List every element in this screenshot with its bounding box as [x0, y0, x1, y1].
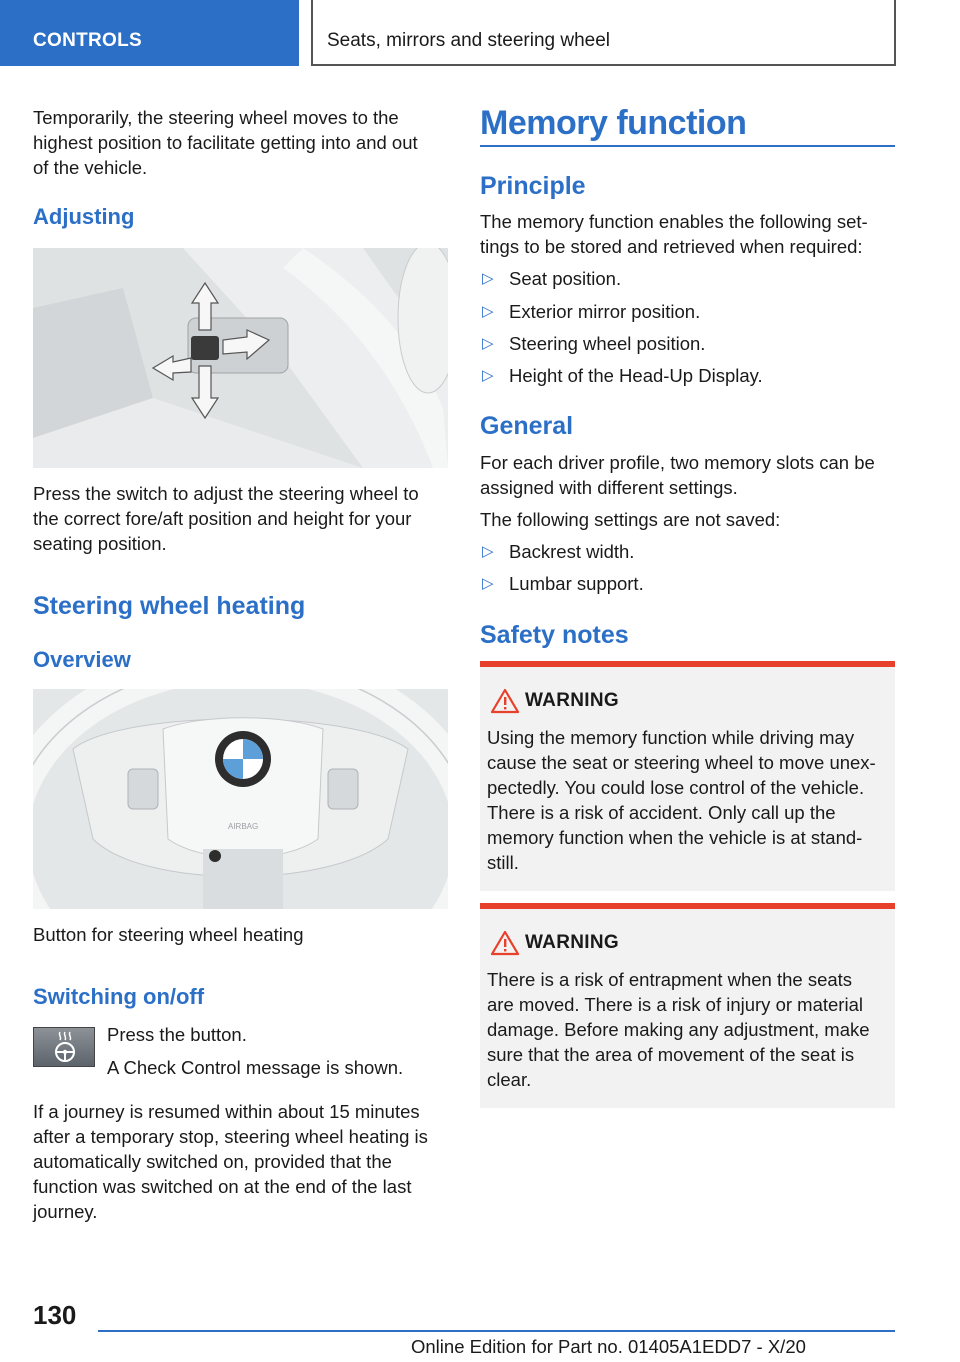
warning-title: WARNING: [525, 690, 619, 711]
general-paragraph: [480, 450, 875, 500]
general-heading: General: [480, 412, 574, 440]
bullet-triangle-icon: ▷: [482, 270, 494, 287]
overview-heading: Overview: [33, 647, 131, 672]
intro-line: highest position to facilitate getting into and out: [33, 132, 418, 153]
footer-rule: [98, 1330, 895, 1332]
warning-triangle-icon: [490, 688, 520, 714]
warning-text: Using the memory function while driving may cause the seat or steering wheel to move unex- pectedly. You could lose control of the vehicle. There is a risk of accident. Only call up the memory function when the vehicle is at stand- still.: [487, 727, 876, 873]
journey-line: after a temporary stop, steering wheel heating is: [33, 1126, 428, 1147]
principle-line: The memory function enables the following set-: [480, 211, 868, 232]
airbag-label: AIRBAG: [228, 822, 259, 831]
warning-box-1: [480, 661, 895, 891]
journey-line: If a journey is resumed within about 15 minutes: [33, 1101, 420, 1122]
warning-text: There is a risk of entrapment when the seats are moved. There is a risk of injury or material damage. Before making any adjustment, make sure that the area of movement of the seat is clear.: [487, 969, 870, 1090]
heading-rule: [480, 145, 895, 147]
steering-wheel-illustration: [33, 689, 448, 909]
switch-step-1: Press the button.: [107, 1024, 247, 1045]
warning-triangle-icon: [490, 930, 520, 956]
page-number: 130: [33, 1300, 77, 1330]
bullet-triangle-icon: ▷: [482, 543, 494, 560]
warning-box-2: [480, 903, 895, 1108]
principle-paragraph: [480, 209, 868, 259]
adjusting-paragraph: [33, 481, 419, 556]
bullet-triangle-icon: ▷: [482, 335, 494, 352]
adjusting-heading: Adjusting: [33, 204, 135, 229]
bullet-triangle-icon: ▷: [482, 367, 494, 384]
general-line: For each driver profile, two memory slots can be: [480, 452, 875, 473]
principle-line: tings to be stored and retrieved when required:: [480, 236, 863, 257]
not-saved-intro: The following settings are not saved:: [480, 509, 781, 530]
switch-step-2: A Check Control message is shown.: [107, 1057, 404, 1078]
general-line: assigned with different settings.: [480, 477, 738, 498]
journey-line: function was switched on at the end of the last: [33, 1176, 412, 1197]
intro-line: Temporarily, the steering wheel moves to the: [33, 107, 399, 128]
chapter-title: Seats, mirrors and steering wheel: [327, 30, 611, 51]
switching-heading: Switching on/off: [33, 984, 205, 1009]
steering-adjust-switch-illustration: [33, 248, 448, 468]
heated-wheel-icon: [34, 1028, 96, 1068]
memory-function-heading: Memory function: [480, 104, 747, 142]
intro-paragraph: [33, 105, 418, 180]
intro-line: of the vehicle.: [33, 157, 148, 178]
figure-caption: Button for steering wheel heating: [33, 924, 304, 945]
adjusting-line: seating position.: [33, 533, 167, 554]
steering-wheel-heating-button-icon: [33, 1027, 95, 1067]
steering-heating-heading: Steering wheel heating: [33, 592, 306, 620]
journey-paragraph: [33, 1099, 428, 1224]
bullet-triangle-icon: ▷: [482, 575, 494, 592]
journey-line: automatically switched on, provided that the: [33, 1151, 392, 1172]
section-title: CONTROLS: [33, 30, 143, 51]
chapter-tab: [311, 0, 896, 66]
edition-text: Online Edition for Part no. 01405A1EDD7 - X/20: [411, 1336, 806, 1357]
steering-wheel-image: [33, 689, 448, 909]
adjusting-line: Press the switch to adjust the steering wheel to: [33, 483, 419, 504]
warning-title: WARNING: [525, 932, 619, 953]
safety-notes-heading: Safety notes: [480, 621, 629, 649]
journey-line: journey.: [33, 1201, 98, 1222]
section-tab: [0, 0, 299, 66]
bullet-triangle-icon: ▷: [482, 303, 494, 320]
principle-heading: Principle: [480, 172, 586, 200]
adjusting-line: the correct fore/aft position and height for your: [33, 508, 412, 529]
steering-adjust-switch-image: [33, 248, 448, 468]
